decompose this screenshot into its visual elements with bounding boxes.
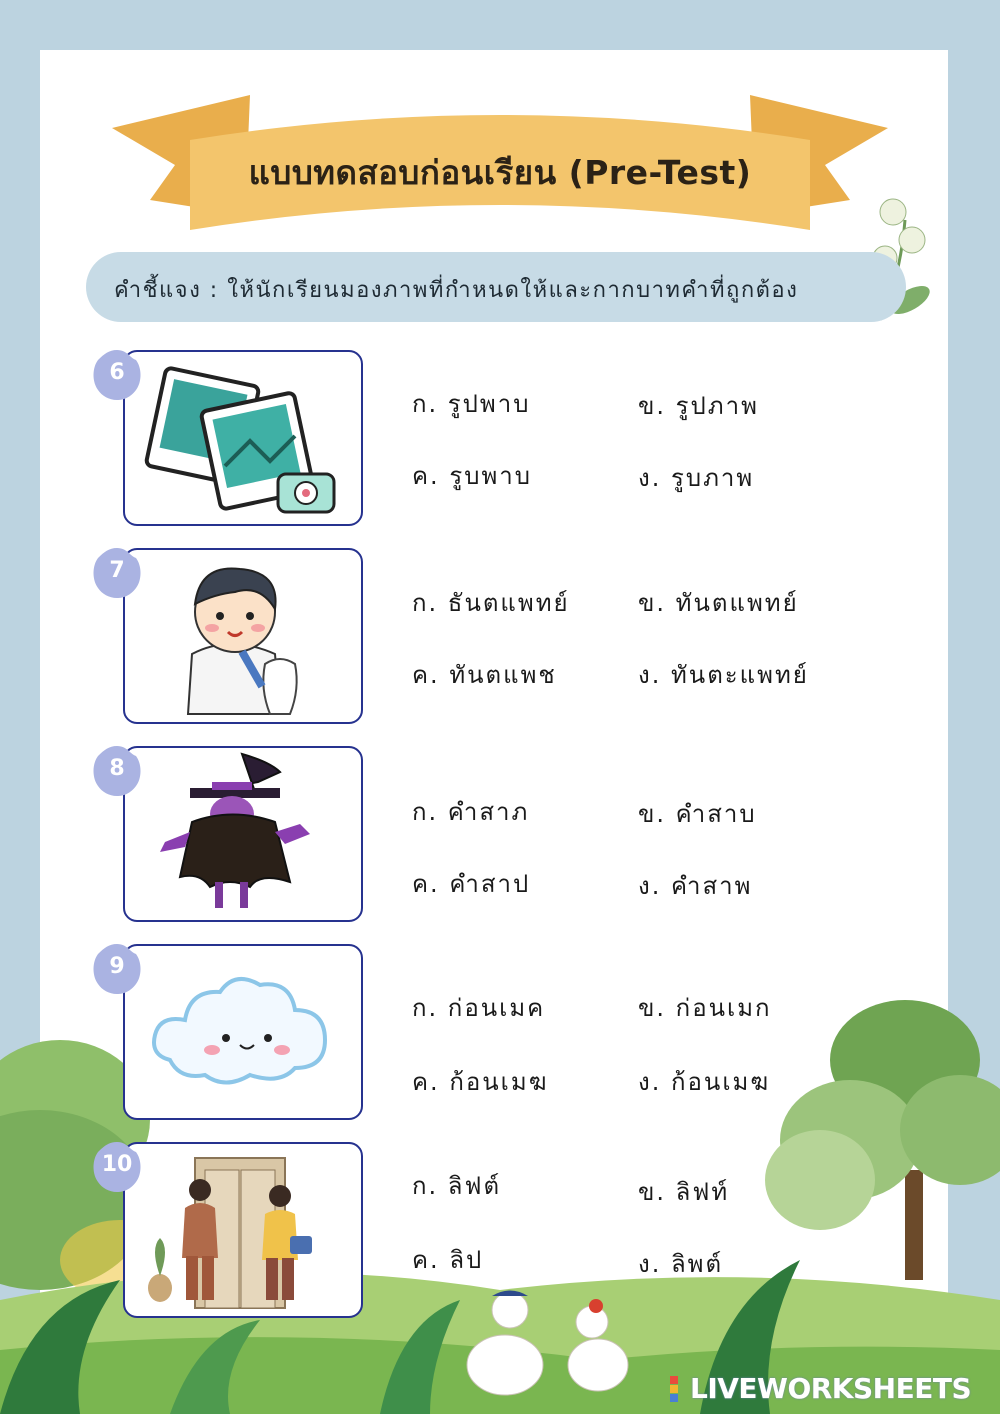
- question-number: 9: [109, 954, 125, 979]
- question-7: [90, 548, 380, 728]
- title-ribbon: [0, 0, 1000, 260]
- question-10: [90, 1142, 380, 1322]
- option-d[interactable]: ง. ก้อนเมฆ: [638, 1068, 771, 1096]
- option-a[interactable]: ก. รูปพาบ: [412, 390, 531, 418]
- witch-picture: [130, 752, 352, 914]
- option-b[interactable]: ข. รูปภาพ: [638, 392, 759, 420]
- question-number: 8: [109, 756, 125, 781]
- option-b[interactable]: ข. ทันตแพทย์: [638, 589, 799, 617]
- option-c[interactable]: ค. ลิป: [412, 1246, 484, 1274]
- page-title: แบบทดสอบก่อนเรียน (Pre-Test): [248, 153, 752, 192]
- option-a[interactable]: ก. ธันตแพทย์: [412, 589, 570, 617]
- question-number: 7: [109, 558, 125, 583]
- option-c[interactable]: ค. คำสาป: [412, 870, 531, 898]
- option-c[interactable]: ค. ก้อนเมฆ: [412, 1068, 549, 1096]
- option-b[interactable]: ข. ลิฟท์: [638, 1178, 730, 1206]
- question-8: [90, 746, 380, 926]
- question-6: [90, 350, 380, 530]
- liveworksheets-mark-icon: [670, 1376, 688, 1402]
- instruction-text: คำชี้แจง : ให้นักเรียนมองภาพที่กำหนดให้และกากบาทคำที่ถูกต้อง: [114, 278, 799, 303]
- option-d[interactable]: ง. ลิพต์: [638, 1250, 724, 1278]
- option-a[interactable]: ก. คำสาภ: [412, 798, 530, 826]
- question-number: 10: [101, 1152, 133, 1177]
- option-b[interactable]: ข. คำสาบ: [638, 800, 757, 828]
- watermark-text: LIVEWORKSHEETS: [690, 1372, 972, 1405]
- option-a[interactable]: ก. ก่อนเมค: [412, 994, 546, 1022]
- option-c[interactable]: ค. รูบพาบ: [412, 462, 532, 490]
- option-a[interactable]: ก. ลิฟต์: [412, 1172, 502, 1200]
- option-b[interactable]: ข. ก่อนเมก: [638, 994, 772, 1022]
- cloud-picture: [130, 950, 352, 1112]
- option-d[interactable]: ง. รูบภาพ: [638, 464, 755, 492]
- instruction-box: [86, 252, 906, 322]
- option-d[interactable]: ง. คำสาพ: [638, 872, 753, 900]
- option-d[interactable]: ง. ทันตะแพทย์: [638, 661, 809, 689]
- elevator-picture: [130, 1148, 352, 1310]
- option-c[interactable]: ค. ทันตแพช: [412, 661, 557, 689]
- liveworksheets-logo: [690, 1372, 971, 1405]
- question-9: [90, 944, 380, 1124]
- question-number: 6: [109, 360, 125, 385]
- dentist-picture: [130, 554, 352, 716]
- photos-camera-picture: [130, 356, 352, 518]
